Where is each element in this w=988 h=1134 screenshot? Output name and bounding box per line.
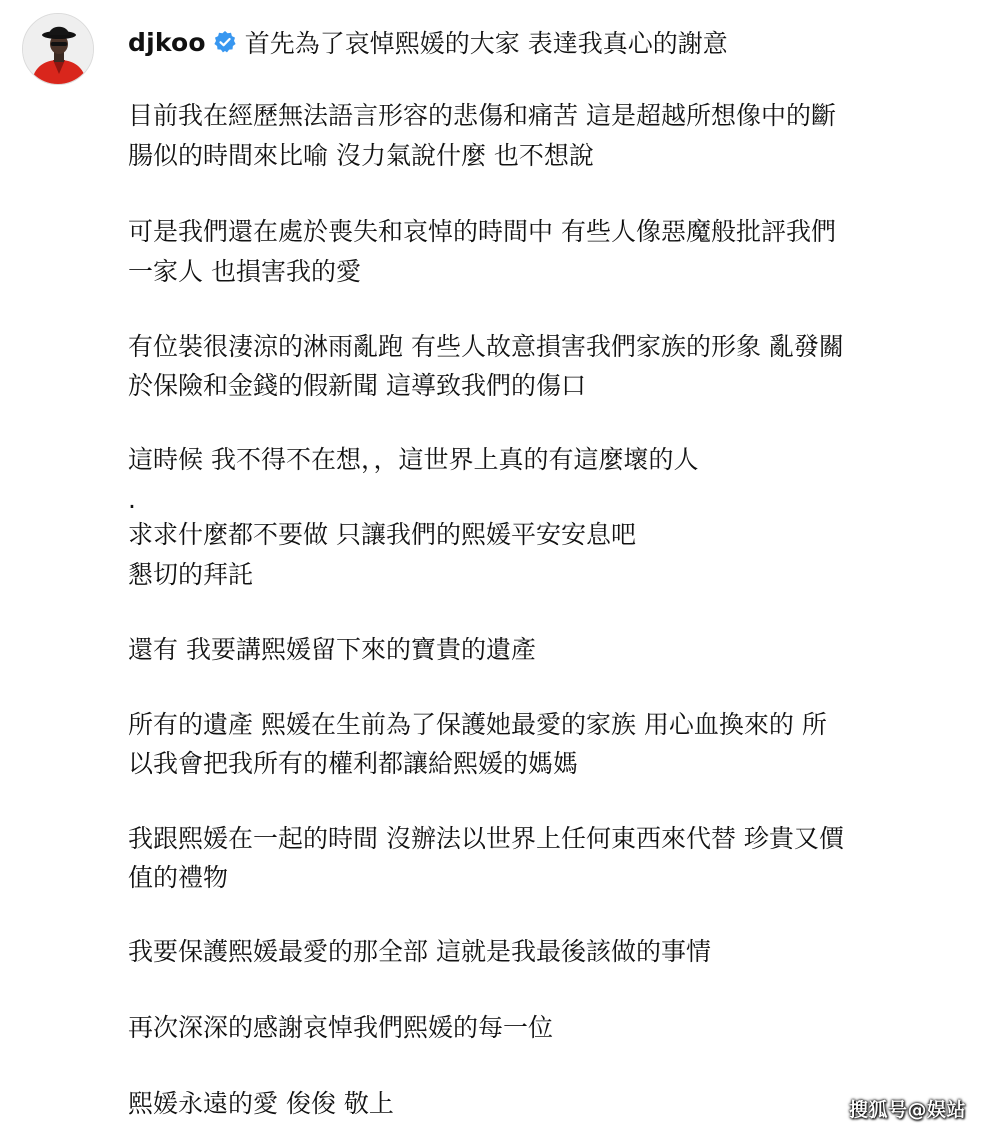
caption-line: 一家人 也損害我的愛	[128, 257, 361, 286]
caption-line: 熙媛永遠的愛 俊俊 敬上	[128, 1089, 394, 1118]
watermark: 搜狐号@娱站	[848, 1099, 966, 1121]
caption-line: 目前我在經歷無法語言形容的悲傷和痛苦 這是超越所想像中的斷	[128, 101, 836, 130]
caption-line: 懇切的拜託	[128, 560, 254, 589]
caption-header	[128, 22, 728, 62]
caption-line: 於保險和金錢的假新聞 這導致我們的傷口	[128, 371, 586, 400]
avatar[interactable]	[22, 13, 94, 85]
caption-line: 可是我們還在處於喪失和哀悼的時間中 有些人像惡魔般批評我們	[128, 217, 836, 246]
verified-badge-icon	[213, 30, 237, 54]
caption-line: 值的禮物	[128, 863, 229, 892]
caption-line: 我跟熙媛在一起的時間 沒辦法以世界上任何東西來代替 珍貴又價	[128, 824, 844, 853]
caption-line: 有位裝很淒涼的淋雨亂跑 有些人故意損害我們家族的形象 亂發關	[128, 332, 844, 361]
caption-line: 求求什麼都不要做 只讓我們的熙媛平安安息吧	[128, 520, 636, 549]
caption-line: .	[128, 485, 136, 514]
caption-line: 所有的遺產 熙媛在生前為了保護她最愛的家族 用心血換來的 所	[128, 710, 827, 739]
caption-line: 以我會把我所有的權利都讓給熙媛的媽媽	[128, 749, 579, 778]
caption-line: 這時候 我不得不在想，，這世界上真的有這麼壞的人	[128, 445, 699, 474]
avatar-image-icon	[23, 14, 94, 85]
caption-line: 還有 我要講熙媛留下來的寶貴的遺產	[128, 635, 536, 664]
caption-line: 我要保護熙媛最愛的那全部 這就是我最後該做的事情	[128, 937, 711, 966]
caption-first-line: 首先為了哀悼熙媛的大家 表達我真心的謝意	[244, 29, 728, 58]
caption-line: 再次深深的感謝哀悼我們熙媛的每一位	[128, 1013, 554, 1042]
username-link[interactable]: djkoo	[128, 27, 206, 57]
caption-line: 腸似的時間來比喻 沒力氣說什麼 也不想說	[128, 141, 594, 170]
